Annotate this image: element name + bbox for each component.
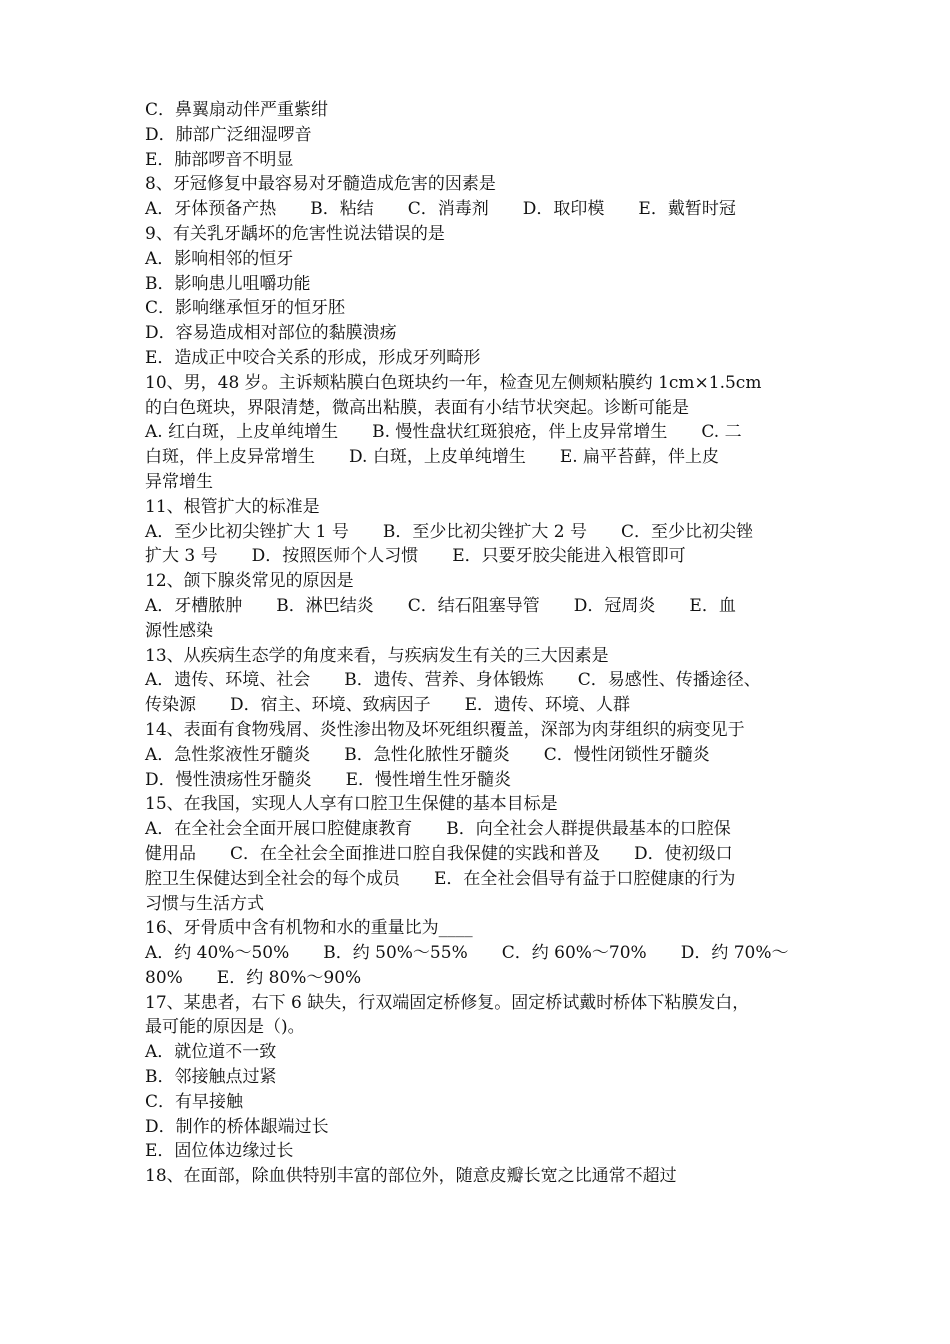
option-line: E．肺部啰音不明显 [145,149,294,170]
question-line: 11、根管扩大的标准是 [145,496,320,517]
option-line: A．遗传、环境、社会 B．遗传、营养、身体锻炼 C．易感性、传播途径、 [145,670,761,691]
question-line: 10、男，48 岁。主诉颊粘膜白色斑块约一年，检查见左侧颊粘膜约 1cm×1.5cm [145,372,762,393]
question-line: 的白色斑块，界限清楚，微高出粘膜，表面有小结节状突起。诊断可能是 [145,397,689,418]
option-line: A. 红白斑，上皮单纯增生 B. 慢性盘状红斑狼疮，伴上皮异常增生 C. 二 [145,422,742,443]
question-line: 15、在我国，实现人人享有口腔卫生保健的基本目标是 [145,794,558,815]
option-line: 扩大 3 号 D．按照医师个人习惯 E．只要牙胶尖能进入根管即可 [145,546,686,567]
option-line: D．制作的桥体龈端过长 [145,1116,329,1137]
option-line: 习惯与生活方式 [145,893,264,914]
option-line: C．有早接触 [145,1091,244,1112]
option-line: 源性感染 [145,620,213,641]
option-line: 异常增生 [145,471,213,492]
question-line: 最可能的原因是（)。 [145,1017,305,1038]
question-line: 13、从疾病生态学的角度来看，与疾病发生有关的三大因素是 [145,645,609,666]
option-line: B．影响患儿咀嚼功能 [145,273,311,294]
option-line: A．牙体预备产热 B．粘结 C．消毒剂 D．取印模 E．戴暂时冠 [145,199,736,220]
question-line: 17、某患者，右下 6 缺失，行双端固定桥修复。固定桥试戴时桥体下粘膜发白， [145,992,750,1013]
document-page [145,98,807,1189]
question-line: 14、表面有食物残屑、炎性渗出物及坏死组织覆盖，深部为肉芽组织的病变见于 [145,719,745,740]
option-line: 健用品 C．在全社会全面推进口腔自我保健的实践和普及 D．使初级口 [145,843,733,864]
option-line: A．约 40%～50% B．约 50%～55% C．约 60%～70% D．约 70%～ [145,943,789,964]
question-line: 8、牙冠修复中最容易对牙髓造成危害的因素是 [145,174,496,195]
question-line: 18、在面部，除血供特别丰富的部位外，随意皮瓣长宽之比通常不超过 [145,1166,677,1187]
option-line: D．慢性溃疡性牙髓炎 E．慢性增生性牙髓炎 [145,769,512,790]
option-line: E．造成正中咬合关系的形成，形成牙列畸形 [145,347,481,368]
option-line: A．就位道不一致 [145,1042,277,1063]
question-line: 16、牙骨质中含有机物和水的重量比为____ [145,918,473,939]
option-line: 传染源 D．宿主、环境、致病因子 E．遗传、环境、人群 [145,695,631,716]
option-line: D．容易造成相对部位的黏膜溃疡 [145,323,397,344]
option-line: A．牙槽脓肿 B．淋巴结炎 C．结石阻塞导管 D．冠周炎 E．血 [145,595,736,616]
question-line: 12、颌下腺炎常见的原因是 [145,571,354,592]
option-line: 白斑，伴上皮异常增生 D. 白斑，上皮单纯增生 E. 扁平苔藓，伴上皮 [145,447,720,468]
option-line: C．影响继承恒牙的恒牙胚 [145,298,346,319]
option-line: D．肺部广泛细湿啰音 [145,124,312,145]
option-line: B．邻接触点过紧 [145,1067,277,1088]
option-line: A．在全社会全面开展口腔健康教育 B．向全社会人群提供最基本的口腔保 [145,819,731,840]
option-line: 80% E．约 80%～90% [145,967,362,988]
option-line: A．影响相邻的恒牙 [145,248,294,269]
option-line: A．急性浆液性牙髓炎 B．急性化脓性牙髓炎 C．慢性闭锁性牙髓炎 [145,744,710,765]
option-line: 腔卫生保健达到全社会的每个成员 E．在全社会倡导有益于口腔健康的行为 [145,868,736,889]
option-line: E．固位体边缘过长 [145,1141,294,1162]
question-line: 9、有关乳牙龋坏的危害性说法错误的是 [145,223,445,244]
option-line: A．至少比初尖锉扩大 1 号 B．至少比初尖锉扩大 2 号 C．至少比初尖锉 [145,521,754,542]
option-line: C．鼻翼扇动伴严重紫绀 [145,100,329,120]
